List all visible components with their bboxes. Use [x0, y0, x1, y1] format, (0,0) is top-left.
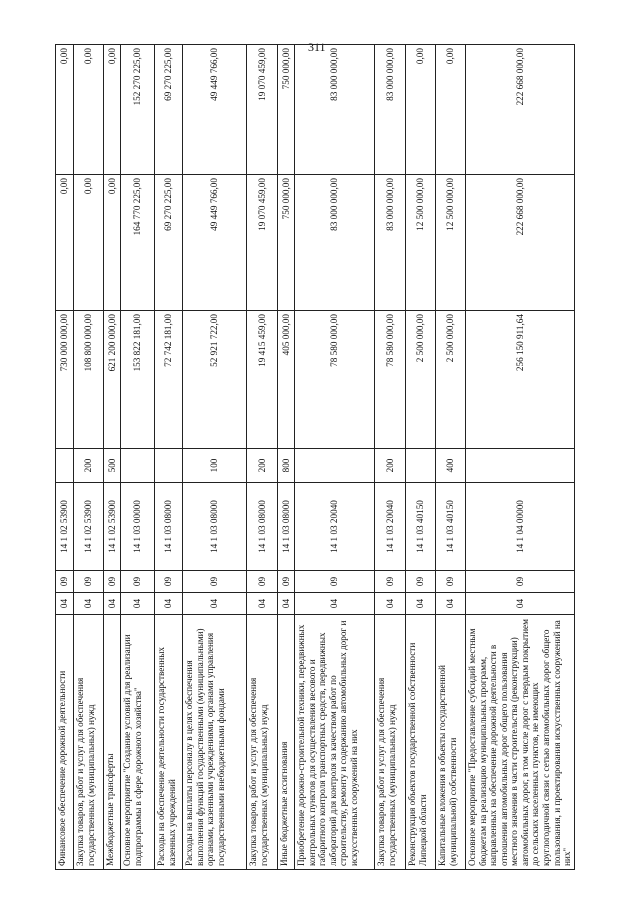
section-code: 04: [121, 593, 155, 615]
section-code: 04: [466, 593, 575, 615]
row-name: Иные бюджетные ассигнования: [278, 615, 295, 870]
expense-type-code: 200: [375, 449, 406, 483]
amount-year-3: 0,00: [74, 45, 104, 175]
amount-year-2: 19 070 459,00: [247, 175, 278, 311]
table-row: [121, 45, 155, 870]
amount-year-3: 222 668 000,00: [466, 45, 575, 175]
row-name: Расходы на обеспечение деятельности государственных казенных учреждений: [155, 615, 183, 870]
target-article-code: 14 1 03 08000: [278, 483, 295, 571]
subsection-code: 09: [295, 571, 375, 593]
amount-year-2: 0,00: [74, 175, 104, 311]
subsection-code: 09: [183, 571, 247, 593]
amount-year-1: 78 580 000,00: [295, 311, 375, 449]
row-name: Расходы на выплаты персоналу в целях обеспечения выполнения функций государственными (муниципальными) органами, казенными учреждениями, органами управления государственными внебюджетными фондами: [183, 615, 247, 870]
amount-year-1: 621 200 000,00: [104, 311, 121, 449]
amount-year-2: 12 500 000,00: [436, 175, 466, 311]
amount-year-1: 78 580 000,00: [375, 311, 406, 449]
section-code: 04: [155, 593, 183, 615]
amount-year-2: 164 770 225,00: [121, 175, 155, 311]
table-row: [278, 45, 295, 870]
amount-year-2: 750 000,00: [278, 175, 295, 311]
target-article-code: 14 1 03 08000: [183, 483, 247, 571]
amount-year-1: 256 150 911,64: [466, 311, 575, 449]
row-name: Реконструкция объектов государственной собственности Липецкой области: [406, 615, 436, 870]
section-code: 04: [104, 593, 121, 615]
target-article-code: 14 1 03 08000: [155, 483, 183, 571]
table-row: [74, 45, 104, 870]
target-article-code: 14 1 03 00000: [121, 483, 155, 571]
table-row: [406, 45, 436, 870]
amount-year-2: 83 000 000,00: [295, 175, 375, 311]
subsection-code: 09: [104, 571, 121, 593]
target-article-code: 14 1 02 53900: [56, 483, 74, 571]
row-name: Основное мероприятие "Создание условий для реализации подпрограммы в сфере дорожного хозяйства": [121, 615, 155, 870]
subsection-code: 09: [466, 571, 575, 593]
expense-type-code: 100: [183, 449, 247, 483]
amount-year-3: 0,00: [436, 45, 466, 175]
expense-type-code: [406, 449, 436, 483]
table-row: [247, 45, 278, 870]
target-article-code: 14 1 03 40150: [436, 483, 466, 571]
table-row: [155, 45, 183, 870]
expense-type-code: [121, 449, 155, 483]
expense-type-code: 500: [104, 449, 121, 483]
subsection-code: 09: [436, 571, 466, 593]
table-body: [56, 45, 575, 870]
row-name: Закупка товаров, работ и услуг для обеспечения государственных (муниципальных) нужд: [247, 615, 278, 870]
target-article-code: 14 1 04 00000: [466, 483, 575, 571]
expense-type-code: [295, 449, 375, 483]
row-name: Закупка товаров, работ и услуг для обеспечения государственных (муниципальных) нужд: [375, 615, 406, 870]
amount-year-2: 69 270 225,00: [155, 175, 183, 311]
page-number: 311: [308, 40, 326, 54]
amount-year-1: 72 742 181,00: [155, 311, 183, 449]
amount-year-2: 12 500 000,00: [406, 175, 436, 311]
section-code: 04: [247, 593, 278, 615]
amount-year-2: 49 449 766,00: [183, 175, 247, 311]
table-row: [56, 45, 74, 870]
subsection-code: 09: [56, 571, 74, 593]
amount-year-3: 19 070 459,00: [247, 45, 278, 175]
table-row: [183, 45, 247, 870]
amount-year-1: 108 800 000,00: [74, 311, 104, 449]
row-name: Капитальные вложения в объекты государственной (муниципальной) собственности: [436, 615, 466, 870]
target-article-code: 14 1 03 08000: [247, 483, 278, 571]
amount-year-3: 49 449 766,00: [183, 45, 247, 175]
amount-year-3: 152 270 225,00: [121, 45, 155, 175]
section-code: 04: [74, 593, 104, 615]
amount-year-1: 2 500 000,00: [436, 311, 466, 449]
section-code: 04: [295, 593, 375, 615]
amount-year-2: 0,00: [104, 175, 121, 311]
target-article-code: 14 1 02 53900: [74, 483, 104, 571]
table-row: [104, 45, 121, 870]
target-article-code: 14 1 03 20040: [295, 483, 375, 571]
amount-year-3: 0,00: [104, 45, 121, 175]
target-article-code: 14 1 03 20040: [375, 483, 406, 571]
expense-type-code: [155, 449, 183, 483]
rotated-table-container: [55, 45, 573, 870]
section-code: 04: [56, 593, 74, 615]
budget-table: [55, 44, 575, 870]
subsection-code: 09: [121, 571, 155, 593]
row-name: Межбюджетные трансферты: [104, 615, 121, 870]
target-article-code: 14 1 03 40150: [406, 483, 436, 571]
amount-year-2: 0,00: [56, 175, 74, 311]
subsection-code: 09: [406, 571, 436, 593]
amount-year-2: 83 000 000,00: [375, 175, 406, 311]
amount-year-3: 0,00: [56, 45, 74, 175]
target-article-code: 14 1 02 53900: [104, 483, 121, 571]
table-row: [466, 45, 575, 870]
table-row: [295, 45, 375, 870]
expense-type-code: [56, 449, 74, 483]
amount-year-3: 0,00: [406, 45, 436, 175]
amount-year-2: 222 668 000,00: [466, 175, 575, 311]
section-code: 04: [183, 593, 247, 615]
subsection-code: 09: [278, 571, 295, 593]
row-name: Финансовое обеспечение дорожной деятельности: [56, 615, 74, 870]
amount-year-1: 2 500 000,00: [406, 311, 436, 449]
amount-year-1: 405 000,00: [278, 311, 295, 449]
expense-type-code: 200: [247, 449, 278, 483]
section-code: 04: [436, 593, 466, 615]
section-code: 04: [278, 593, 295, 615]
amount-year-3: 83 000 000,00: [375, 45, 406, 175]
subsection-code: 09: [155, 571, 183, 593]
table-row: [375, 45, 406, 870]
subsection-code: 09: [74, 571, 104, 593]
expense-type-code: 800: [278, 449, 295, 483]
section-code: 04: [375, 593, 406, 615]
amount-year-1: 19 415 459,00: [247, 311, 278, 449]
amount-year-3: 69 270 225,00: [155, 45, 183, 175]
table-row: [436, 45, 466, 870]
expense-type-code: [466, 449, 575, 483]
amount-year-3: 750 000,00: [278, 45, 295, 175]
amount-year-3: 83 000 000,00: [295, 45, 375, 175]
amount-year-1: 730 000 000,00: [56, 311, 74, 449]
section-code: 04: [406, 593, 436, 615]
expense-type-code: 200: [74, 449, 104, 483]
row-name: Закупка товаров, работ и услуг для обеспечения государственных (муниципальных) нужд: [74, 615, 104, 870]
row-name: Основное мероприятие "Предоставление субсидий местным бюджетам на реализацию муниципальных программ, направленных на обеспечение дорожной деятельности в отношении автомобильных дорог общего пользования местного значения в части строительства (реконструкции) автомобильных дорог, в том числе дорог с твердым покрытием до сельских населенных пунктов, не имеющих круглогодичной связи с сетью автомобильных дорог общего пользования, и проектирования искусственных сооружений на них": [466, 615, 575, 870]
amount-year-1: 153 822 181,00: [121, 311, 155, 449]
amount-year-1: 52 921 722,00: [183, 311, 247, 449]
row-name: Приобретение дорожно-строительной техники, передвижных контрольных пунктов для осуществления весового и габаритного контроля транспортных средств, передвижных лабораторий для контроля за качеством работ по строительству, ремонту и содержанию автомобильных дорог и искусственных сооружений на них: [295, 615, 375, 870]
subsection-code: 09: [375, 571, 406, 593]
expense-type-code: 400: [436, 449, 466, 483]
subsection-code: 09: [247, 571, 278, 593]
